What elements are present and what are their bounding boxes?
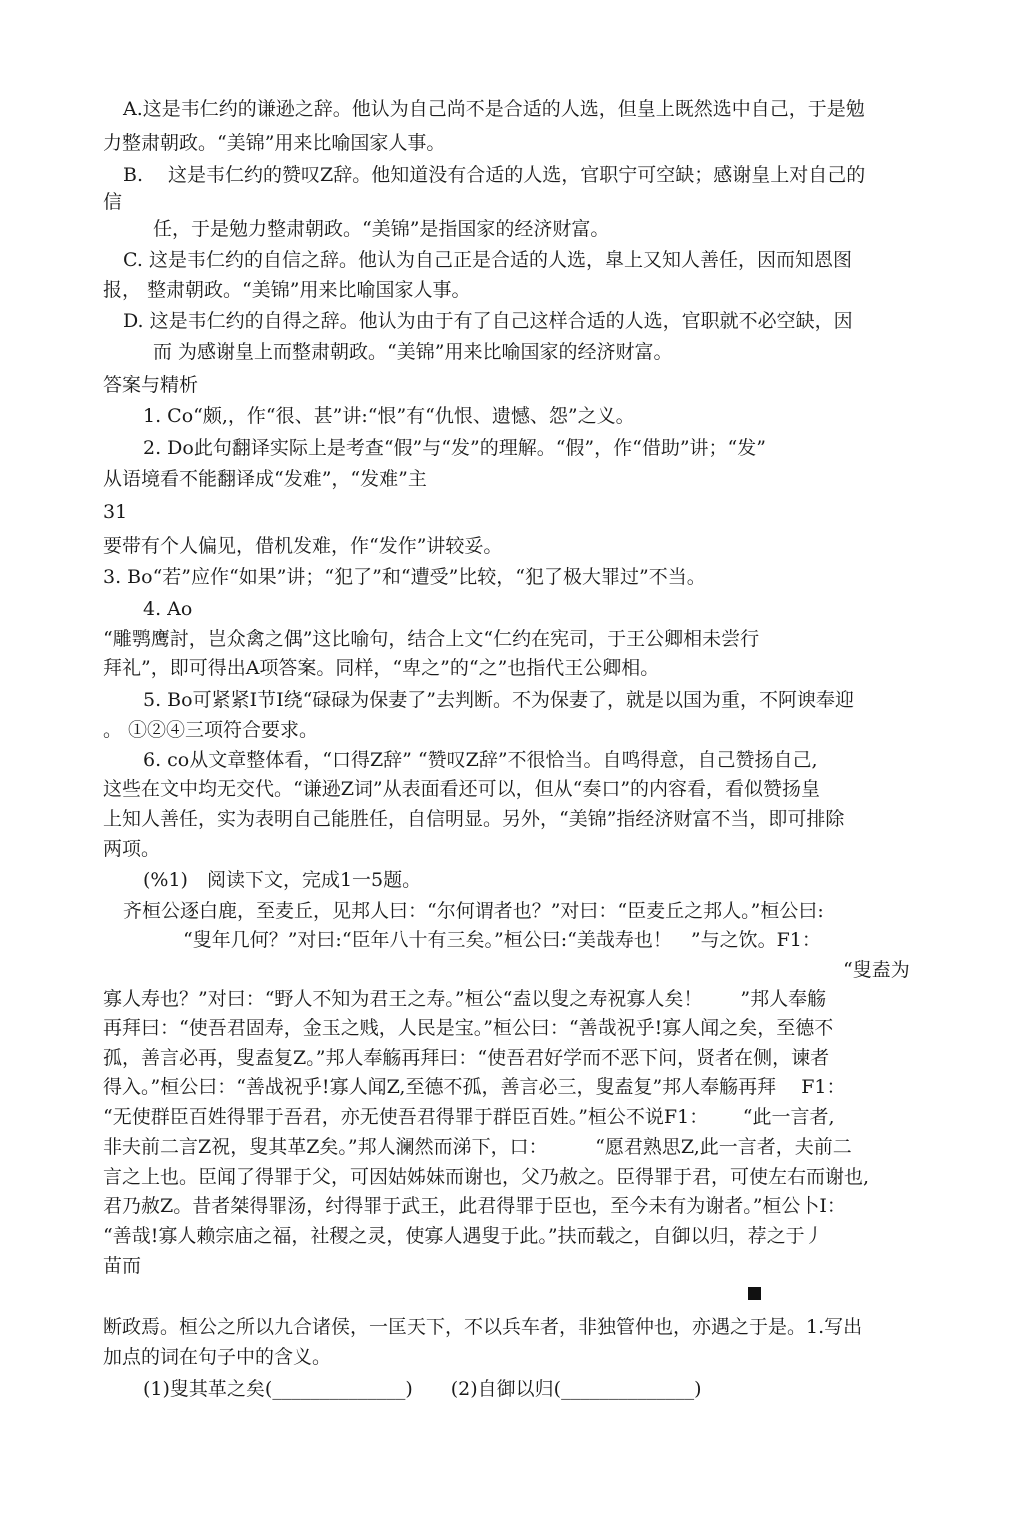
option-a-line-1: A.这是韦仁约的谦逊之辞。他认为自己尚不是合适的人选，但皇上既然选中自己，于是勉: [123, 98, 865, 120]
option-c-line-2: 报， 整肃朝政。“美锦”用来比喻国家人事。: [103, 279, 471, 301]
answer-5-line-2: 。 ①②④三项符合要求。: [103, 719, 319, 741]
answer-2-line-3: 要带有个人偏见，借机发难，作“发作”讲较妥。: [103, 535, 503, 557]
passage-line-9: 非夫前二言Z祝，叟其革Z矣。”邦人澜然而涕下，口： “愿君熟思Z,此一言者，夫前二: [103, 1136, 852, 1158]
option-d-line-2: 而 为感谢皇上而整肃朝政。“美锦”用来比喻国家的经济财富。: [153, 341, 673, 363]
passage-line-6: 孤，善言必再，叟盍复Z。”邦人奉觞再拜曰：“使吾君好学而不恶下问，贤者在侧，谏者: [103, 1047, 830, 1069]
answer-4-line-1: “雕鹗鹰討，岂众禽之偶”这比喻句，结合上文“仁约在宪司，于王公卿相未尝行: [103, 628, 760, 650]
black-square-mark: [748, 1287, 761, 1300]
option-c-line-1: C. 这是韦仁约的自信之辞。他认为自己正是合适的人选，皐上又知人善任，因而知恩图: [123, 249, 852, 271]
answer-6-line-4: 两项。: [103, 838, 161, 860]
answer-6-line-1: 6. co从文章整体看，“口得Z辞” “赞叹Z辞”不很恰当。自鸣得意，自己赞扬自己,: [143, 749, 818, 771]
question-1-prompt: 加点的词在句子中的含义。: [103, 1346, 332, 1368]
option-a-line-2: 力整肃朝政。“美锦”用来比喻国家人事。: [103, 132, 446, 154]
answer-2-line-1: 2. Do此句翻译实际上是考查“假”与“发”的理解。“假”，作“借助”讲；“发”: [143, 437, 766, 459]
passage-line-14: 断政焉。桓公之所以九合诸侯，一匡天下，不以兵车者，非独管仲也，亦遇之于是。1.写出: [103, 1316, 863, 1338]
answer-2-line-2: 从语境看不能翻译成“发难”，“发难”主: [103, 468, 427, 490]
passage-line-12: “善哉!寡人赖宗庙之福，社稷之灵，使寡人遇叟于此。”扶而载之，自御以归，荐之于丿: [103, 1225, 824, 1247]
page-number: 31: [103, 501, 128, 523]
passage-line-3: “叟盍为: [843, 959, 910, 981]
passage-line-10: 言之上也。臣闻了得罪于父，可因姑姊妹而谢也，父乃赦之。臣得罪于君，可使左右而谢也,: [103, 1166, 870, 1188]
question-1-blanks: (1)叟其革之矣(______________) (2)自御以归(______________): [143, 1378, 702, 1400]
answer-4-line-2: 拜礼”，即可得出A项答案。同样，“卑之”的“之”也指代王公卿相。: [103, 657, 660, 679]
option-b-line-1: B. 这是韦仁约的赞叹Z辞。他知道没有合适的人选，官职宁可空缺；感谢皇上对自己的: [123, 164, 866, 186]
reading-task-heading: (%1) 阅读下文，完成1一5题。: [143, 869, 422, 891]
option-b-line-3: 任，于是勉力整肃朝政。“美锦”是指国家的经济财富。: [153, 218, 610, 240]
answer-4-head: 4. Ao: [143, 598, 193, 620]
answer-5-line-1: 5. Bo可紧紧I节I绕“碌碌为保妻了”去判断。不为保妻了，就是以国为重，不阿谀奉迎: [143, 689, 855, 711]
answer-1: 1. Co“颇,，作“很、甚”讲:“恨”有“仇恨、遗憾、怨”之义。: [143, 405, 635, 427]
passage-line-5: 再拜曰：“使吾君固寿，金玉之贱，人民是宝。”桓公曰：“善哉祝乎!寡人闻之矣，至德不: [103, 1017, 834, 1039]
passage-line-1: 齐桓公逐白鹿，至麦丘，见邦人曰：“尔何谓者也？”对曰：“臣麦丘之邦人。”桓公曰:: [123, 900, 824, 922]
section-heading-answers: 答案与精析: [103, 374, 199, 396]
answer-6-line-2: 这些在文中均无交代。“谦逊Z词”从表面看还可以，但从“奏口”的内容看，看似赞扬皇: [103, 778, 821, 800]
option-d-line-1: D. 这是韦仁约的自得之辞。他认为由于有了自己这样合适的人选，官职就不必空缺，因: [123, 310, 853, 332]
passage-line-11: 君乃赦Z。昔者桀得罪汤，纣得罪于武王，此君得罪于臣也，至今未有为谢者。”桓公卜I：: [103, 1195, 846, 1217]
passage-line-7: 得入。”桓公曰：“善战祝乎!寡人闻Z,至德不孤，善言必三，叟盍复”邦人奉觞再拜 F1：: [103, 1076, 846, 1098]
passage-line-2: “叟年几何？”对曰:“臣年八十有三矣。”桓公曰:“美哉寿也！ ”与之饮。F1：: [183, 929, 821, 951]
passage-line-13: 苗而: [103, 1255, 142, 1277]
passage-line-4: 寡人寿也？”对曰：“野人不知为君王之寿。”桓公“盍以叟之寿祝寡人矣！ ”邦人奉觞: [103, 988, 827, 1010]
answer-3: 3. Bo“若”应作“如果”讲；“犯了”和“遭受”比较，“犯了极大罪过”不当。: [103, 566, 706, 588]
option-b-line-2: 信: [103, 191, 123, 213]
passage-line-8: “无使群臣百姓得罪于吾君，亦无使吾君得罪于群臣百姓。”桓公不说F1： “此一言者,: [103, 1106, 835, 1128]
answer-6-line-3: 上知人善任，实为表明自己能胜任，自信明显。另外，“美锦”指经济财富不当，即可排除: [103, 808, 845, 830]
